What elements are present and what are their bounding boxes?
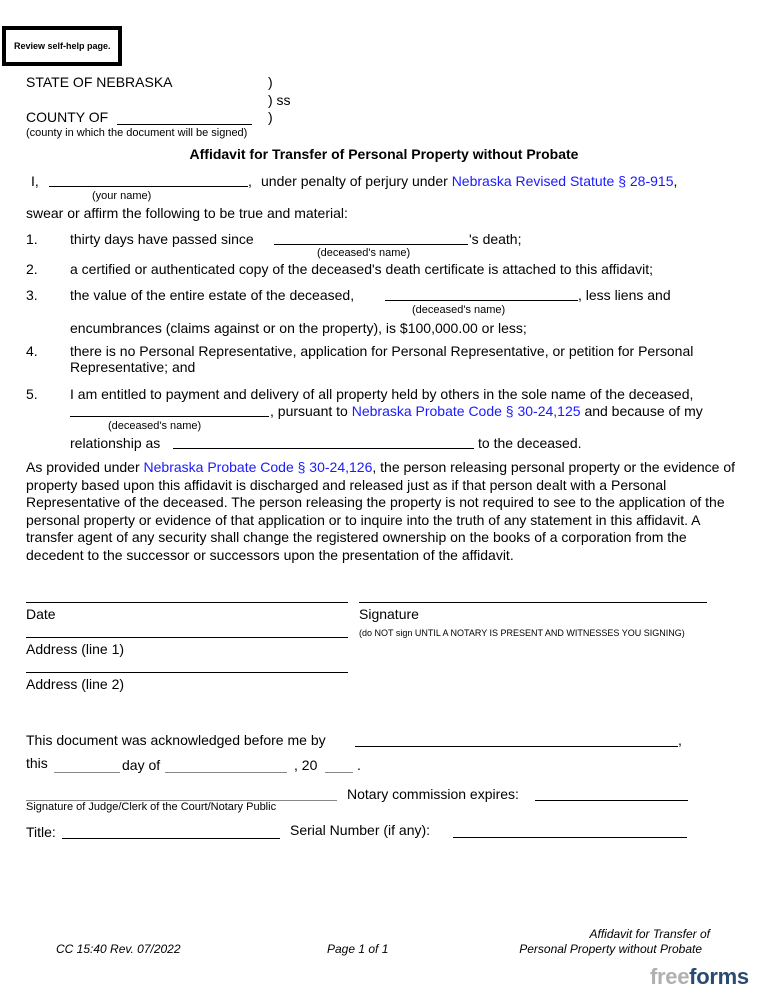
- item-4-text-b: Representative; and: [70, 359, 196, 375]
- month-field[interactable]: [165, 772, 287, 773]
- item-5-text-b-row: [270, 403, 703, 419]
- address-line-2-field[interactable]: [26, 672, 348, 673]
- intro-i: I,: [31, 173, 39, 189]
- relationship-field[interactable]: [173, 448, 474, 449]
- ack-text: This document was acknowledged before me by: [26, 732, 326, 748]
- intro-comma: ,: [248, 173, 252, 189]
- county-label: COUNTY OF: [26, 109, 109, 125]
- document-title: Affidavit for Transfer of Personal Property without Probate: [189, 146, 579, 162]
- item-1-text-b: 's death;: [469, 231, 522, 247]
- probate-code-link-125[interactable]: Nebraska Probate Code § 30-24,125: [351, 403, 581, 419]
- year-field[interactable]: [325, 772, 353, 773]
- review-self-help-button[interactable]: [2, 26, 122, 66]
- deceased-name-field-3[interactable]: [70, 416, 269, 417]
- provided-lead: As provided under: [26, 459, 140, 475]
- year-prefix: , 20: [294, 757, 318, 773]
- item-3-text-b: , less liens and: [578, 287, 671, 303]
- ack-name-field[interactable]: [355, 746, 678, 747]
- statute-comma: ,: [673, 173, 678, 189]
- notary-signature-label: Signature of Judge/Clerk of the Court/Notary Public: [26, 801, 277, 813]
- swear-text: swear or affirm the following to be true and material:: [26, 205, 348, 221]
- ss-label: ) ss: [268, 92, 291, 108]
- item-5-relationship-label: relationship as: [70, 435, 161, 451]
- item-5-text-c: and because of my: [584, 403, 703, 419]
- title-label: Title:: [26, 824, 56, 840]
- state-label: STATE OF NEBRASKA: [26, 74, 173, 90]
- address-line-1-field[interactable]: [26, 637, 348, 638]
- your-name-hint: (your name): [92, 190, 152, 202]
- signature-note: (do NOT sign UNTIL A NOTARY IS PRESENT AND WITNESSES YOU SIGNING): [359, 628, 685, 638]
- freeforms-logo: [650, 964, 749, 990]
- signature-field[interactable]: [359, 602, 707, 603]
- ack-comma: ,: [678, 732, 682, 748]
- footer-doc-title-1: Affidavit for Transfer of: [589, 927, 710, 941]
- commission-field[interactable]: [535, 800, 688, 801]
- item-3-number: 3.: [26, 287, 38, 303]
- item-1-number: 1.: [26, 231, 38, 247]
- day-field[interactable]: [54, 772, 120, 773]
- title-field[interactable]: [62, 838, 280, 839]
- item-3-text-c: encumbrances (claims against or on the property), is $100,000.00 or less;: [70, 320, 527, 336]
- date-label: Date: [26, 606, 56, 622]
- statute-link[interactable]: Nebraska Revised Statute § 28-915: [451, 173, 674, 189]
- brand-forms: forms: [689, 964, 749, 989]
- footer-doc-title-2: Personal Property without Probate: [519, 942, 702, 956]
- item-4-number: 4.: [26, 343, 38, 359]
- paren-3: ): [268, 109, 273, 125]
- day-of-label: day of: [122, 757, 161, 773]
- item-2-text: a certified or authenticated copy of the deceased's death certificate is attached to this affidavit;: [70, 261, 653, 277]
- page-number: Page 1 of 1: [327, 942, 389, 956]
- address-line-2-label: Address (line 2): [26, 676, 125, 692]
- item-1-hint: (deceased's name): [317, 247, 411, 259]
- item-1-text-a: thirty days have passed since: [70, 231, 254, 247]
- date-period: .: [357, 757, 361, 773]
- item-5-text-b: , pursuant to: [270, 403, 348, 419]
- review-note: Review self-help page.: [14, 41, 111, 51]
- signature-label: Signature: [359, 606, 419, 622]
- county-hint: (county in which the document will be signed): [26, 127, 248, 139]
- brand-free: free: [650, 964, 690, 989]
- provided-paragraph: [26, 459, 742, 564]
- address-line-1-label: Address (line 1): [26, 641, 125, 657]
- item-5-hint: (deceased's name): [108, 420, 202, 432]
- commission-label: Notary commission expires:: [347, 786, 519, 802]
- intro-under-penalty: [261, 173, 677, 189]
- item-4-text-a: there is no Personal Representative, application for Personal Representative, or petition for Personal: [70, 343, 694, 359]
- item-3-text-a: the value of the entire estate of the deceased,: [70, 287, 355, 303]
- form-id: CC 15:40 Rev. 07/2022: [56, 942, 181, 956]
- paren-1: ): [268, 74, 273, 90]
- serial-field[interactable]: [453, 837, 687, 838]
- provided-rest: , the person releasing personal property or the evidence of property based upon this affidavit is discharged and released just as if that person dealt with a Personal Representative of the deceased. The person releasing the property is not required to see to the application of the personal property or evidence of that application or to inquire into the truth of any statement in this affidavit. A transfer agent of any security shall change the registered ownership on the books of a corporation from the decedent to the successor or successors upon the presentation of the affidavit.: [26, 459, 736, 563]
- under-penalty-text: under penalty of perjury under: [261, 173, 448, 189]
- probate-code-link-126[interactable]: Nebraska Probate Code § 30-24,126: [143, 459, 373, 475]
- item-5-text-e: to the deceased.: [478, 435, 582, 451]
- date-field[interactable]: [26, 602, 348, 603]
- this-label: this: [26, 755, 48, 771]
- your-name-field[interactable]: [49, 186, 248, 187]
- serial-label: Serial Number (if any):: [290, 822, 431, 838]
- county-field[interactable]: [117, 124, 252, 125]
- item-5-number: 5.: [26, 386, 38, 402]
- item-5-text-a: I am entitled to payment and delivery of all property held by others in the sole name of the deceased,: [70, 386, 694, 402]
- deceased-name-field-2[interactable]: [385, 300, 578, 301]
- item-3-hint: (deceased's name): [412, 304, 506, 316]
- item-2-number: 2.: [26, 261, 38, 277]
- deceased-name-field-1[interactable]: [274, 244, 468, 245]
